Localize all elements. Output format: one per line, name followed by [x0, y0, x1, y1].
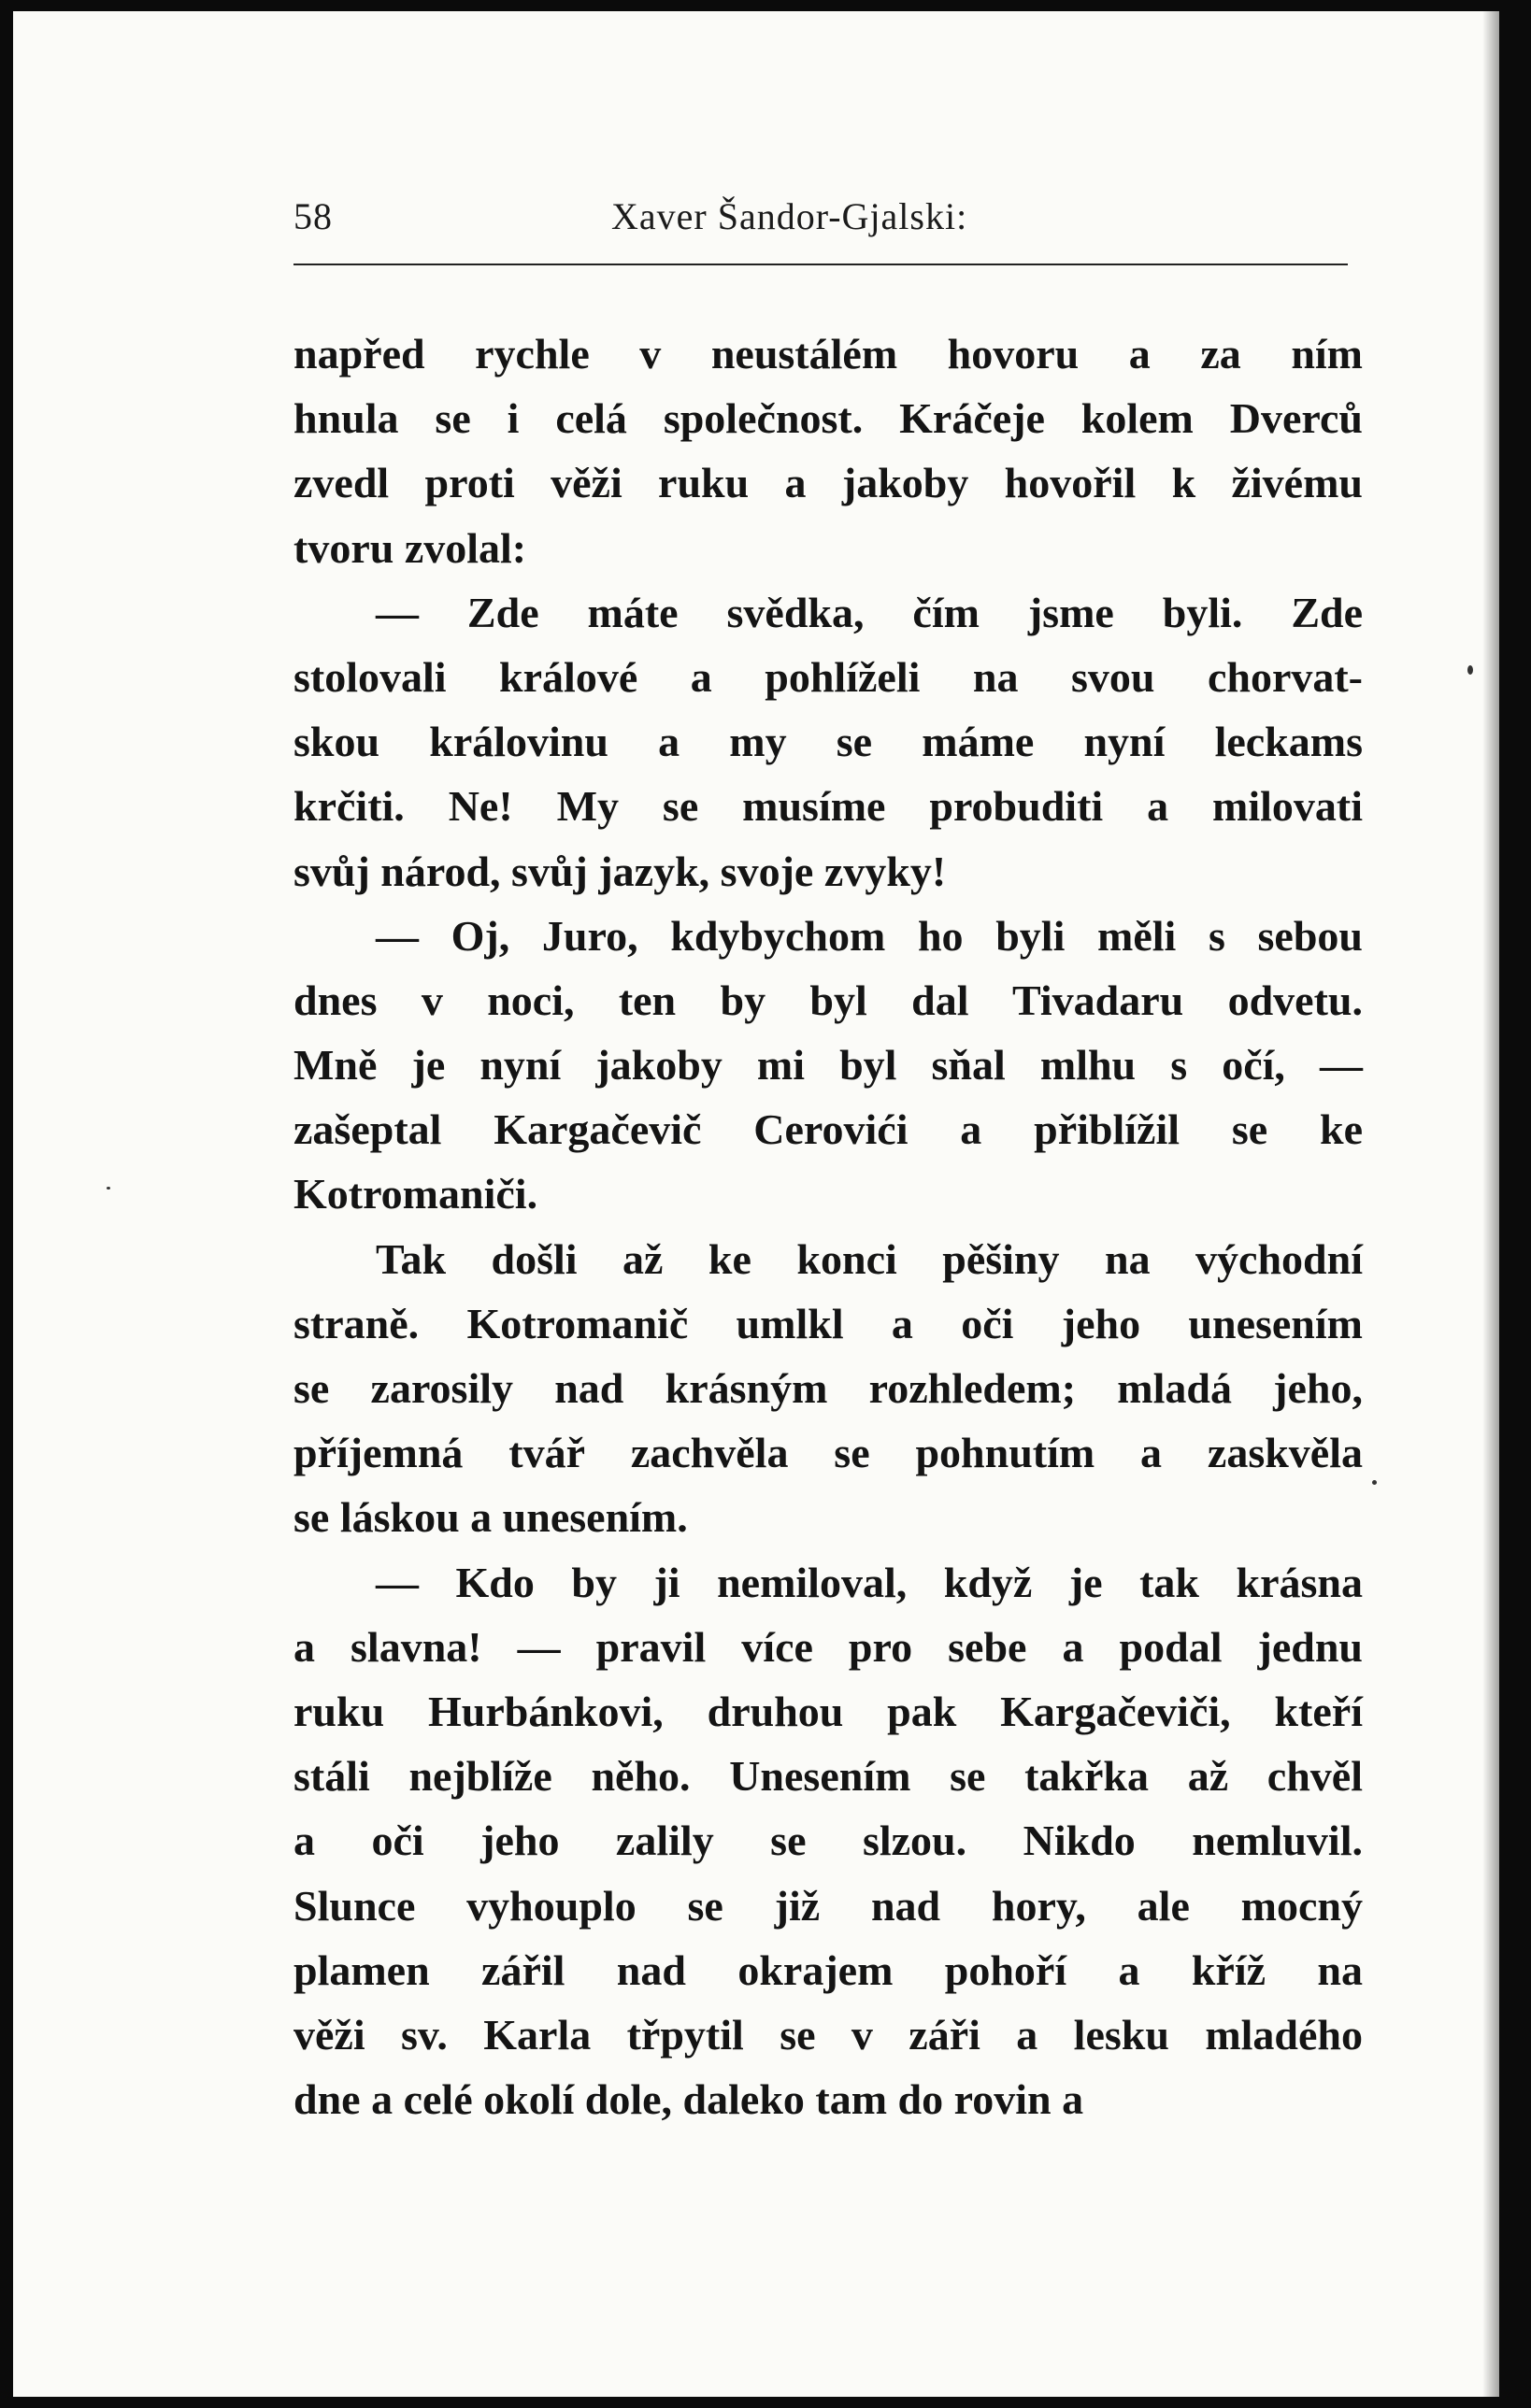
text-line: skou královinu a my se máme nyní leckams — [293, 718, 1363, 766]
print-speck — [1467, 665, 1473, 675]
print-speck — [107, 1187, 110, 1190]
header-rule — [293, 264, 1348, 265]
text-line: plamen zářil nad okrajem pohoří a kříž na — [293, 1945, 1363, 1994]
text-line: — Kdo by ji nemiloval, když je tak krásna — [376, 1558, 1363, 1606]
text-line: tvoru zvolal: — [293, 523, 527, 572]
running-title: Xaver Šandor-Gjalski: — [611, 195, 968, 237]
text-line: příjemná tvář zachvěla se pohnutím a zaskvěla — [293, 1429, 1363, 1477]
text-line: stáli nejblíže něho. Unesením se takřka až chvěl — [293, 1752, 1363, 1801]
text-line: se láskou a unesením. — [293, 1493, 688, 1542]
text-line: napřed rychle v neustálém hovoru a za ním — [293, 330, 1363, 378]
page-edge-shadow — [1482, 11, 1499, 2397]
text-line: straně. Kotromanič umlkl a oči jeho unesením — [293, 1299, 1363, 1347]
text-line: Mně je nyní jakoby mi byl sňal mlhu s očí, — — [293, 1041, 1363, 1090]
text-line: stolovali králové a pohlíželi na svou chorvat- — [293, 652, 1363, 701]
page-number: 58 — [293, 195, 333, 237]
text-line: — Oj, Juro, kdybychom ho byli měli s sebou — [376, 911, 1363, 960]
text-line: Tak došli až ke konci pěšiny na východní — [376, 1234, 1363, 1283]
text-line: zašeptal Kargačevič Cerovići a přiblížil se ke — [293, 1105, 1363, 1154]
paragraph — [293, 1550, 1363, 2132]
book-page — [13, 11, 1499, 2397]
paragraph — [293, 904, 1363, 1227]
text-line: a slavna! — pravil více pro sebe a podal jednu — [293, 1622, 1363, 1671]
text-line: krčiti. Ne! My se musíme probuditi a milovati — [293, 782, 1363, 831]
text-line: Kotromaniči. — [293, 1170, 538, 1218]
text-line: Slunce vyhouplo se již nad hory, ale mocný — [293, 1881, 1363, 1930]
body-text — [293, 321, 1363, 2131]
text-line: dne a celé okolí dole, daleko tam do rovin a — [293, 2075, 1084, 2124]
text-line: a oči jeho zalily se slzou. Nikdo nemluvil. — [293, 1817, 1363, 1865]
text-line: dnes v noci, ten by byl dal Tivadaru odvetu. — [293, 976, 1363, 1024]
paragraph — [293, 580, 1363, 904]
text-line: se zarosily nad krásným rozhledem; mladá jeho, — [293, 1364, 1363, 1412]
paragraph — [293, 1227, 1363, 1550]
text-line: hnula se i celá společnost. Kráčeje kolem Dverců — [293, 394, 1363, 443]
text-line: svůj národ, svůj jazyk, svoje zvyky! — [293, 847, 947, 895]
print-speck — [1372, 1480, 1377, 1485]
paragraph — [293, 321, 1363, 580]
text-line: věži sv. Karla třpytil se v záři a lesku mladého — [293, 2010, 1363, 2059]
text-line: ruku Hurbánkovi, druhou pak Kargačeviči, kteří — [293, 1687, 1363, 1735]
text-line: — Zde máte svědka, čím jsme byli. Zde — [376, 588, 1363, 636]
page-header — [293, 194, 1348, 256]
text-line: zvedl proti věži ruku a jakoby hovořil k živému — [293, 459, 1363, 507]
